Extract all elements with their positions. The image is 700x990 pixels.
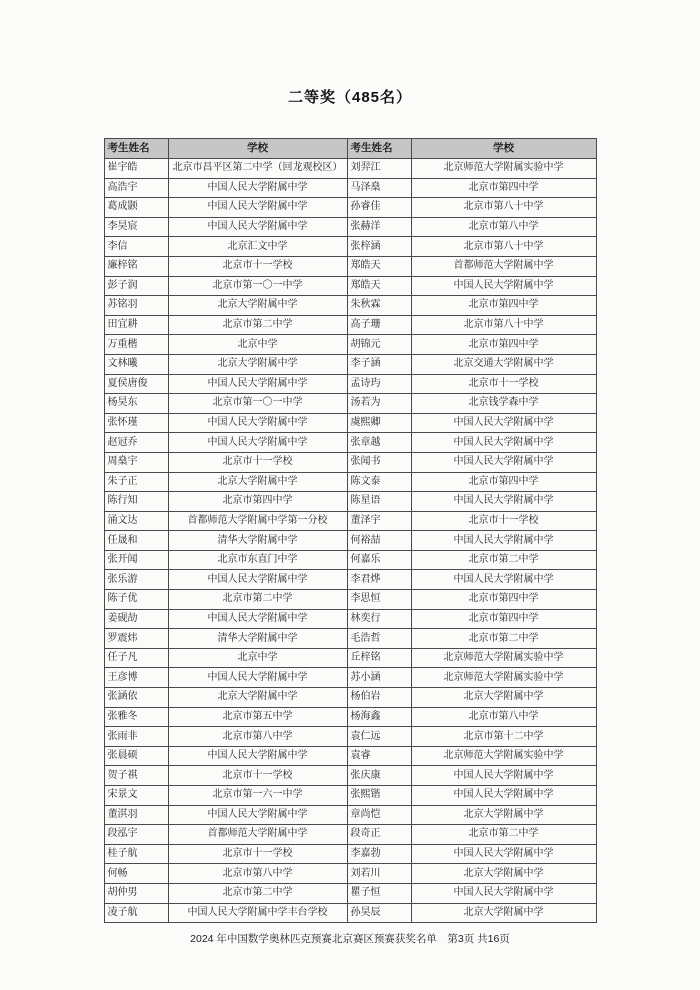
school-cell: 北京大学附属中学 [168, 472, 347, 492]
name-cell: 李信 [104, 237, 168, 257]
name-cell: 陈子优 [104, 590, 168, 610]
name-cell: 王彦博 [104, 668, 168, 688]
table-row [104, 609, 596, 629]
school-cell: 中国人民大学附属中学 [411, 492, 596, 512]
school-cell: 北京市第二中学 [411, 825, 596, 845]
page-title: 二等奖（485名） [287, 89, 413, 106]
school-cell: 北京市东直门中学 [168, 550, 347, 570]
table-row [104, 296, 596, 316]
name-cell: 杨昊东 [104, 394, 168, 414]
table-body [104, 159, 596, 923]
table-row [104, 570, 596, 590]
school-cell: 北京市十一学校 [411, 374, 596, 394]
name-cell: 虞熙卿 [347, 413, 411, 433]
school-cell: 中国人民大学附属中学 [168, 178, 347, 198]
school-cell: 中国人民大学附属中学 [168, 413, 347, 433]
table-row [104, 825, 596, 845]
school-cell: 中国人民大学附属中学 [168, 198, 347, 218]
header-row [104, 139, 596, 159]
school-cell: 北京市第一六一中学 [168, 786, 347, 806]
school-cell: 北京市第四中学 [411, 609, 596, 629]
school-cell: 北京师范大学附属实验中学 [411, 159, 596, 179]
name-cell: 赵冠乔 [104, 433, 168, 453]
school-cell: 中国人民大学附属中学 [411, 452, 596, 472]
school-cell: 北京师范大学附属实验中学 [411, 668, 596, 688]
table-row [104, 374, 596, 394]
school-cell: 北京师范大学附属实验中学 [411, 648, 596, 668]
table-row [104, 354, 596, 374]
school-cell: 北京市十一学校 [168, 452, 347, 472]
table-row [104, 648, 596, 668]
table-row [104, 844, 596, 864]
school-cell: 北京市十一学校 [168, 766, 347, 786]
table-row [104, 746, 596, 766]
name-cell: 孙昊辰 [347, 903, 411, 923]
table-row [104, 805, 596, 825]
table-header [104, 139, 596, 159]
school-cell: 北京市昌平区第二中学（回龙观校区） [168, 159, 347, 179]
school-cell: 北京市第二中学 [411, 550, 596, 570]
name-cell: 张梓涵 [347, 237, 411, 257]
table-row [104, 217, 596, 237]
table-row [104, 629, 596, 649]
table-row [104, 688, 596, 708]
school-cell: 北京市第四中学 [411, 335, 596, 355]
school-cell: 中国人民大学附属中学 [168, 609, 347, 629]
school-cell: 北京市第四中学 [411, 296, 596, 316]
name-cell: 张庆康 [347, 766, 411, 786]
table-row [104, 315, 596, 335]
name-cell: 葛成颢 [104, 198, 168, 218]
name-cell: 何畅 [104, 864, 168, 884]
column-header-name: 考生姓名 [347, 139, 411, 159]
school-cell: 北京交通大学附属中学 [411, 354, 596, 374]
table-row [104, 590, 596, 610]
school-cell: 北京大学附属中学 [411, 805, 596, 825]
name-cell: 朱子正 [104, 472, 168, 492]
name-cell: 杨海鑫 [347, 707, 411, 727]
table-row [104, 883, 596, 903]
school-cell: 北京市第四中学 [168, 492, 347, 512]
name-cell: 董泽宇 [347, 511, 411, 531]
table-row [104, 786, 596, 806]
name-cell: 何裕喆 [347, 531, 411, 551]
school-cell: 北京市第一〇一中学 [168, 276, 347, 296]
school-cell: 首都师范大学附属中学 [411, 256, 596, 276]
table-row [104, 550, 596, 570]
school-cell: 清华大学附属中学 [168, 531, 347, 551]
name-cell: 林奕行 [347, 609, 411, 629]
name-cell: 廉梓铭 [104, 256, 168, 276]
table-row [104, 766, 596, 786]
name-cell: 李昊宸 [104, 217, 168, 237]
school-cell: 北京市第八中学 [168, 727, 347, 747]
school-cell: 中国人民大学附属中学 [411, 413, 596, 433]
name-cell: 汤若为 [347, 394, 411, 414]
name-cell: 段泓宇 [104, 825, 168, 845]
name-cell: 郑皓天 [347, 276, 411, 296]
school-cell: 首都师范大学附属中学 [168, 825, 347, 845]
name-cell: 李子涵 [347, 354, 411, 374]
school-cell: 北京市第八十中学 [411, 237, 596, 257]
name-cell: 胡仲男 [104, 883, 168, 903]
table-row [104, 903, 596, 923]
school-cell: 中国人民大学附属中学 [168, 570, 347, 590]
name-cell: 郑皓天 [347, 256, 411, 276]
school-cell: 中国人民大学附属中学 [411, 883, 596, 903]
school-cell: 北京市十一学校 [168, 256, 347, 276]
school-cell: 北京大学附属中学 [168, 354, 347, 374]
name-cell: 张开闻 [104, 550, 168, 570]
name-cell: 任晟和 [104, 531, 168, 551]
school-cell: 北京市第四中学 [411, 472, 596, 492]
school-cell: 北京大学附属中学 [411, 688, 596, 708]
name-cell: 罗震炜 [104, 629, 168, 649]
table-row [104, 707, 596, 727]
name-cell: 张熙锴 [347, 786, 411, 806]
school-cell: 中国人民大学附属中学丰台学校 [168, 903, 347, 923]
name-cell: 张闻书 [347, 452, 411, 472]
school-cell: 北京市第二中学 [168, 883, 347, 903]
school-cell: 北京市第八中学 [168, 864, 347, 884]
school-cell: 北京大学附属中学 [168, 296, 347, 316]
name-cell: 李思恒 [347, 590, 411, 610]
name-cell: 瞿子恒 [347, 883, 411, 903]
school-cell: 中国人民大学附属中学 [411, 570, 596, 590]
name-cell: 袁仁远 [347, 727, 411, 747]
school-cell: 北京大学附属中学 [168, 688, 347, 708]
name-cell: 陈星语 [347, 492, 411, 512]
table-row [104, 511, 596, 531]
school-cell: 北京师范大学附属实验中学 [411, 746, 596, 766]
school-cell: 北京市第五中学 [168, 707, 347, 727]
table-row [104, 276, 596, 296]
name-cell: 朱秋霖 [347, 296, 411, 316]
name-cell: 桂子航 [104, 844, 168, 864]
name-cell: 高浩宇 [104, 178, 168, 198]
name-cell: 张章越 [347, 433, 411, 453]
school-cell: 北京市第二中学 [411, 629, 596, 649]
table-row [104, 256, 596, 276]
school-cell: 中国人民大学附属中学 [411, 766, 596, 786]
name-cell: 何嘉乐 [347, 550, 411, 570]
school-cell: 北京中学 [168, 648, 347, 668]
table-row [104, 178, 596, 198]
school-cell: 北京市第八十中学 [411, 315, 596, 335]
table-row [104, 237, 596, 257]
table-row [104, 668, 596, 688]
name-cell: 张怀瑾 [104, 413, 168, 433]
column-header-school: 学校 [411, 139, 596, 159]
school-cell: 清华大学附属中学 [168, 629, 347, 649]
name-cell: 段奇正 [347, 825, 411, 845]
name-cell: 陈文泰 [347, 472, 411, 492]
table-row [104, 198, 596, 218]
school-cell: 北京大学附属中学 [411, 864, 596, 884]
name-cell: 杨伯岩 [347, 688, 411, 708]
name-cell: 夏侯唐俊 [104, 374, 168, 394]
name-cell: 苏铭羽 [104, 296, 168, 316]
school-cell: 中国人民大学附属中学 [411, 786, 596, 806]
table-row [104, 492, 596, 512]
school-cell: 北京中学 [168, 335, 347, 355]
school-cell: 北京大学附属中学 [411, 903, 596, 923]
name-cell: 宋景文 [104, 786, 168, 806]
school-cell: 北京市第二中学 [168, 315, 347, 335]
name-cell: 刘羿江 [347, 159, 411, 179]
name-cell: 张乐游 [104, 570, 168, 590]
table-row [104, 413, 596, 433]
name-cell: 张晨硕 [104, 746, 168, 766]
name-cell: 胡锦元 [347, 335, 411, 355]
school-cell: 北京市十一学校 [168, 844, 347, 864]
school-cell: 中国人民大学附属中学 [168, 746, 347, 766]
school-cell: 北京市第一〇一中学 [168, 394, 347, 414]
school-cell: 首都师范大学附属中学第一分校 [168, 511, 347, 531]
name-cell: 孙睿佳 [347, 198, 411, 218]
name-cell: 丘梓铭 [347, 648, 411, 668]
table-row [104, 531, 596, 551]
table-row [104, 452, 596, 472]
school-cell: 中国人民大学附属中学 [411, 531, 596, 551]
school-cell: 中国人民大学附属中学 [411, 276, 596, 296]
school-cell: 中国人民大学附属中学 [411, 433, 596, 453]
name-cell: 马泽燊 [347, 178, 411, 198]
school-cell: 北京市十一学校 [411, 511, 596, 531]
school-cell: 中国人民大学附属中学 [168, 217, 347, 237]
table-row [104, 472, 596, 492]
school-cell: 北京市第八中学 [411, 217, 596, 237]
name-cell: 任子凡 [104, 648, 168, 668]
school-cell: 北京市第八十中学 [411, 198, 596, 218]
table-row [104, 394, 596, 414]
school-cell: 中国人民大学附属中学 [411, 844, 596, 864]
school-cell: 北京市第二中学 [168, 590, 347, 610]
name-cell: 刘若川 [347, 864, 411, 884]
column-header-name: 考生姓名 [104, 139, 168, 159]
school-cell: 中国人民大学附属中学 [168, 805, 347, 825]
name-cell: 袁睿 [347, 746, 411, 766]
name-cell: 张雨非 [104, 727, 168, 747]
name-cell: 张雅冬 [104, 707, 168, 727]
name-cell: 姜砚劼 [104, 609, 168, 629]
table-row [104, 433, 596, 453]
name-cell: 高子珊 [347, 315, 411, 335]
school-cell: 北京市第十二中学 [411, 727, 596, 747]
name-cell: 张涵依 [104, 688, 168, 708]
page-footer: 2024 年中国数学奥林匹克预赛北京赛区预赛获奖名单 第3页 共16页 [190, 933, 510, 946]
name-cell: 崔宇皓 [104, 159, 168, 179]
name-cell: 李君烨 [347, 570, 411, 590]
name-cell: 彭子润 [104, 276, 168, 296]
table-row [104, 864, 596, 884]
name-cell: 涌文达 [104, 511, 168, 531]
school-cell: 中国人民大学附属中学 [168, 433, 347, 453]
name-cell: 陈行知 [104, 492, 168, 512]
name-cell: 李嘉勃 [347, 844, 411, 864]
table-row [104, 335, 596, 355]
school-cell: 北京市第八中学 [411, 707, 596, 727]
school-cell: 中国人民大学附属中学 [168, 374, 347, 394]
table-row [104, 727, 596, 747]
award-table [104, 138, 597, 923]
name-cell: 张赫洋 [347, 217, 411, 237]
column-header-school: 学校 [168, 139, 347, 159]
name-cell: 田宜耕 [104, 315, 168, 335]
name-cell: 苏小涵 [347, 668, 411, 688]
name-cell: 章尚恺 [347, 805, 411, 825]
name-cell: 董淇羽 [104, 805, 168, 825]
name-cell: 毛浩哲 [347, 629, 411, 649]
school-cell: 中国人民大学附属中学 [168, 668, 347, 688]
name-cell: 贺子祺 [104, 766, 168, 786]
school-cell: 北京市第四中学 [411, 590, 596, 610]
name-cell: 万重楷 [104, 335, 168, 355]
name-cell: 孟诗玙 [347, 374, 411, 394]
name-cell: 文林曦 [104, 354, 168, 374]
school-cell: 北京钱学森中学 [411, 394, 596, 414]
name-cell: 周燊宇 [104, 452, 168, 472]
school-cell: 北京市第四中学 [411, 178, 596, 198]
table-row [104, 159, 596, 179]
name-cell: 凌子航 [104, 903, 168, 923]
school-cell: 北京汇文中学 [168, 237, 347, 257]
